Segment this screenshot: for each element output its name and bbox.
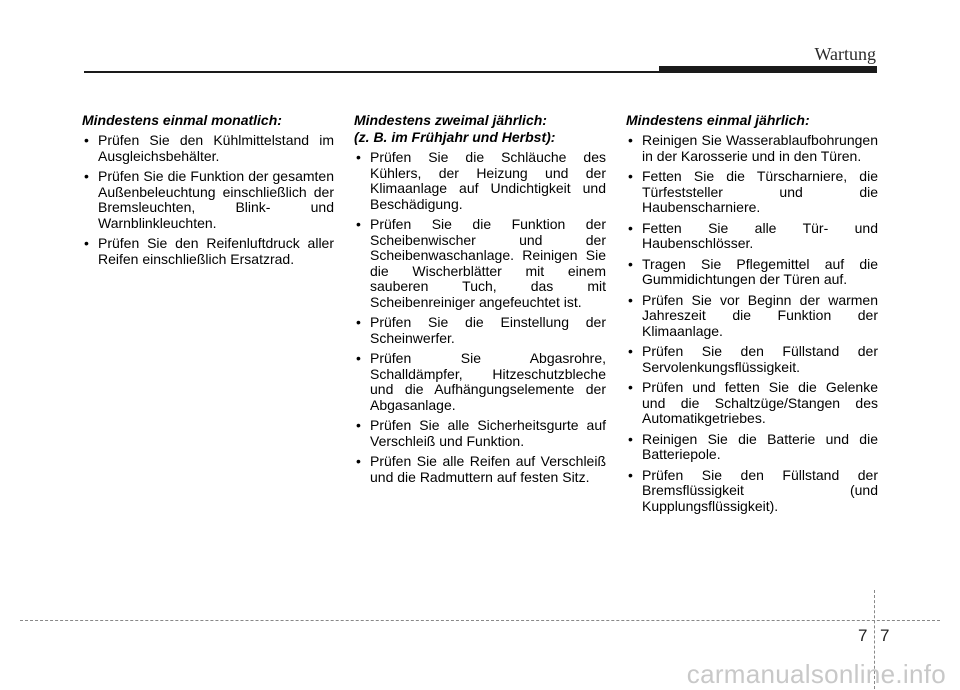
list-item: • Prüfen Sie alle Reifen auf Verschleiß und die Radmuttern auf festen Sitz. (354, 454, 606, 485)
list-item: • Tragen Sie Pflegemittel auf die Gummidichtungen der Türen auf. (626, 257, 878, 288)
section-heading: Mindestens einmal jährlich: (626, 112, 810, 128)
list-item: • Reinigen Sie die Batterie und die Batteriepole. (626, 432, 878, 463)
list-item: • Prüfen und fetten Sie die Gelenke und die Schaltzüge/Stangen des Automatikgetriebes. (626, 380, 878, 427)
list-item: • Reinigen Sie Wasserablaufbohrungen in der Karosserie und in den Türen. (626, 133, 878, 164)
section-heading: Mindestens einmal monatlich: (82, 112, 282, 128)
list-item: • Prüfen Sie die Funktion der gesamten Außenbeleuchtung einschließlich der Bremsleuchten, Blink- und Warnblinkleuchten. (82, 169, 334, 231)
page-header-title: Wartung (814, 44, 876, 64)
list-item: • Prüfen Sie die Funktion der Scheibenwischer und der Scheibenwaschanlage. Reinigen Sie die Wischerblätter mit einem sauberen Tuch, das mit Scheibenreiniger angefeuchtet ist. (354, 217, 606, 310)
maintenance-list (354, 150, 606, 485)
section-heading: Mindestens zweimal jährlich: (354, 112, 547, 128)
list-item: • Fetten Sie alle Tür- und Haubenschlösser. (626, 221, 878, 252)
list-item: • Prüfen Sie vor Beginn der warmen Jahreszeit die Funktion der Klimaanlage. (626, 293, 878, 340)
list-item: • Prüfen Sie die Schläuche des Kühlers, der Heizung und der Klimaanlage auf Undichtigkeit und Beschädigung. (354, 150, 606, 212)
list-item: • Prüfen Sie den Füllstand der Bremsflüssigkeit (und Kupplungsflüssigkeit). (626, 468, 878, 515)
page-number-chapter: 7 (858, 626, 868, 645)
maintenance-list (626, 133, 878, 514)
maintenance-list (82, 133, 334, 267)
header-rule-bar (659, 66, 877, 73)
list-item: • Prüfen Sie den Füllstand der Servolenkungsflüssigkeit. (626, 344, 878, 375)
maintenance-column-biannual (354, 112, 606, 490)
list-item: • Prüfen Sie den Kühlmittelstand im Ausgleichsbehälter. (82, 133, 334, 164)
page-number: 7 (880, 626, 890, 645)
list-item: • Prüfen Sie die Einstellung der Scheinwerfer. (354, 315, 606, 346)
footer-rule (20, 620, 940, 621)
maintenance-column-monthly (82, 112, 334, 272)
list-item: • Prüfen Sie alle Sicherheitsgurte auf Verschleiß und Funktion. (354, 418, 606, 449)
list-item: • Fetten Sie die Türscharniere, die Türfeststeller und die Haubenscharniere. (626, 169, 878, 216)
list-item: • Prüfen Sie Abgasrohre, Schalldämpfer, Hitzeschutzbleche und die Aufhängungselemente der Abgasanlage. (354, 351, 606, 413)
section-subheading: (z. B. im Frühjahr und Herbst): (354, 129, 556, 145)
watermark-text: carmanualsonline.info (686, 659, 946, 689)
maintenance-column-annual (626, 112, 878, 519)
list-item: • Prüfen Sie den Reifenluftdruck aller Reifen einschließlich Ersatzrad. (82, 236, 334, 267)
